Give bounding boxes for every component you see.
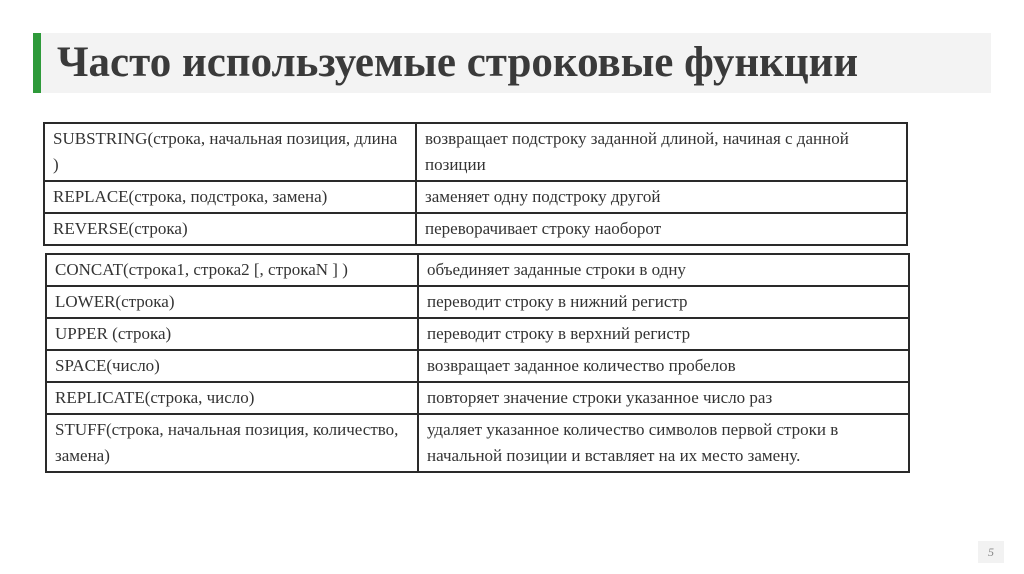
- table-row: [46, 350, 909, 382]
- function-signature: REVERSE(строка): [44, 213, 416, 245]
- function-signature: CONCAT(строка1, строка2 [, строкаN ] ): [46, 254, 418, 286]
- table-row: [44, 213, 907, 245]
- slide-title: Часто используемые строковые функции: [57, 39, 859, 86]
- function-signature: LOWER(строка): [46, 286, 418, 318]
- title-accent-bar: [33, 33, 41, 93]
- function-signature: UPPER (строка): [46, 318, 418, 350]
- function-description: переворачивает строку наоборот: [416, 213, 907, 245]
- function-description: удаляет указанное количество символов первой строки в начальной позиции и вставляет на их место замену.: [418, 414, 909, 472]
- functions-table-1: [43, 122, 908, 246]
- function-description: переводит строку в нижний регистр: [418, 286, 909, 318]
- function-signature: SUBSTRING(строка, начальная позиция, длина ): [44, 123, 416, 181]
- function-description: объединяет заданные строки в одну: [418, 254, 909, 286]
- function-description: переводит строку в верхний регистр: [418, 318, 909, 350]
- table-row: [44, 181, 907, 213]
- function-description: повторяет значение строки указанное число раз: [418, 382, 909, 414]
- function-signature: STUFF(строка, начальная позиция, количество, замена): [46, 414, 418, 472]
- function-signature: REPLACE(строка, подстрока, замена): [44, 181, 416, 213]
- function-signature: SPACE(число): [46, 350, 418, 382]
- function-description: возвращает заданное количество пробелов: [418, 350, 909, 382]
- table-row: [46, 286, 909, 318]
- table-row: [46, 414, 909, 472]
- table-row: [46, 382, 909, 414]
- functions-table-2: [45, 253, 910, 473]
- title-bar: [33, 33, 991, 93]
- table-row: [46, 254, 909, 286]
- function-signature: REPLICATE(строка, число): [46, 382, 418, 414]
- function-description: возвращает подстроку заданной длиной, начиная с данной позиции: [416, 123, 907, 181]
- page-number: 5: [978, 541, 1004, 563]
- table-row: [46, 318, 909, 350]
- function-description: заменяет одну подстроку другой: [416, 181, 907, 213]
- table-row: [44, 123, 907, 181]
